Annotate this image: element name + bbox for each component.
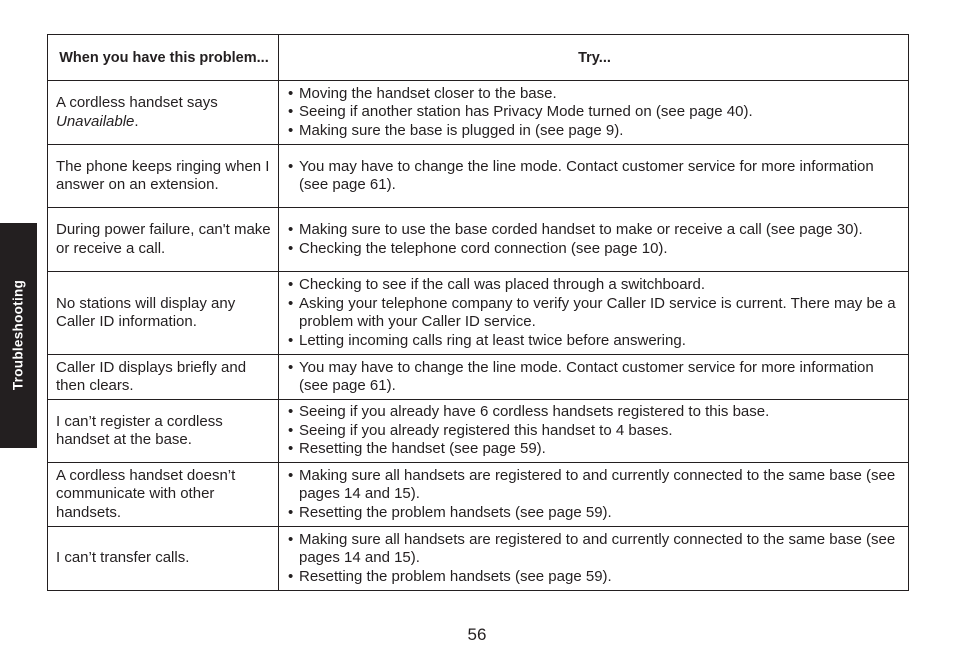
solution-item: • Making sure all handsets are registered to and currently connected to the same base (see pages 14 and 15). [287,467,902,504]
problem-status-text: Unavailable [56,112,135,130]
solution-list [287,158,902,195]
solution-cell [279,355,909,400]
table-row [48,272,909,355]
solution-item: • Resetting the problem handsets (see page 59). [287,504,902,523]
header-problem: When you have this problem... [48,35,279,81]
solution-item: • You may have to change the line mode. Contact customer service for more information (see page 61). [287,158,902,195]
solution-cell [279,527,909,591]
solution-item: • You may have to change the line mode. Contact customer service for more information (see page 61). [287,359,902,396]
table-row [48,208,909,272]
solution-list [287,276,902,350]
section-tab-label: Troubleshooting [10,279,26,391]
solution-item: • Making sure to use the base corded handset to make or receive a call (see page 30). [287,221,902,240]
solution-item: • Letting incoming calls ring at least twice before answering. [287,332,902,351]
problem-cell: I can’t register a cordless handset at the base. [48,400,279,463]
page-number: 56 [467,625,487,644]
solution-cell [279,272,909,355]
solution-item: • Making sure the base is plugged in (see page 9). [287,122,902,141]
solution-list [287,531,902,587]
section-tab [0,223,37,448]
problem-cell: I can’t transfer calls. [48,527,279,591]
table-header-row [48,35,909,81]
problem-cell: No stations will display any Caller ID information. [48,272,279,355]
problem-cell: The phone keeps ringing when I answer on an extension. [48,145,279,208]
table-row [48,527,909,591]
solution-list [287,467,902,523]
solution-cell [279,463,909,527]
solution-item: • Seeing if you already registered this handset to 4 bases. [287,422,902,441]
solution-item: • Seeing if you already have 6 cordless handsets registered to this base. [287,403,902,422]
troubleshooting-table [47,34,909,591]
solution-cell [279,145,909,208]
solution-item: • Checking to see if the call was placed through a switchboard. [287,276,902,295]
table-row [48,145,909,208]
problem-cell: A cordless handset doesn’t communicate with other handsets. [48,463,279,527]
solution-item: • Seeing if another station has Privacy Mode turned on (see page 40). [287,103,902,122]
solution-item: • Resetting the handset (see page 59). [287,440,902,459]
problem-suffix: . [134,112,139,130]
table-row [48,355,909,400]
solution-item: • Asking your telephone company to verify your Caller ID service is current. There may be a problem with your Caller ID service. [287,295,902,332]
solution-cell [279,208,909,272]
solution-item: • Moving the handset closer to the base. [287,85,902,104]
solution-cell [279,81,909,145]
solution-cell [279,400,909,463]
solution-list [287,85,902,141]
header-try: Try... [279,35,909,81]
table-row [48,81,909,145]
solution-list [287,359,902,396]
problem-cell: During power failure, can't make or receive a call. [48,208,279,272]
solution-item: • Resetting the problem handsets (see page 59). [287,568,902,587]
problem-text: A cordless handset says [56,94,218,111]
solution-list [287,403,902,459]
solution-list [287,221,902,258]
problem-cell [48,81,279,145]
table-row [48,463,909,527]
problem-cell: Caller ID displays briefly and then clears. [48,355,279,400]
solution-item: • Checking the telephone cord connection (see page 10). [287,240,902,259]
table-row [48,400,909,463]
solution-item: • Making sure all handsets are registered to and currently connected to the same base (see pages 14 and 15). [287,531,902,568]
